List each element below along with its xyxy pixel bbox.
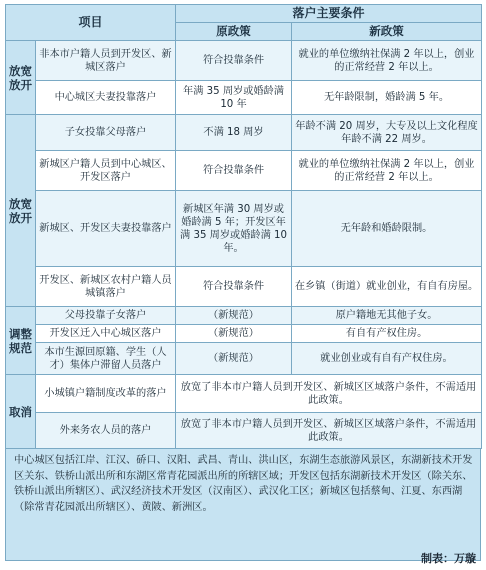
row-item: 小城镇户籍制度改革的落户 (36, 375, 176, 413)
row-new-policy: 无年龄和婚龄限制。 (292, 191, 482, 267)
category-relax-2 (6, 115, 36, 307)
row-new-policy: 原户籍地无其他子女。 (292, 307, 482, 325)
row-item: 新城区户籍人员到中心城区、开发区落户 (36, 151, 176, 191)
row-new-policy: 就业的单位缴纳社保满 2 年以上，创业的正常经营 2 年以上。 (292, 151, 482, 191)
category-adjust (6, 307, 36, 375)
category-cancel (6, 375, 36, 449)
policy-comparison-table (5, 4, 482, 449)
row-old-policy: 不满 18 周岁 (176, 115, 292, 151)
row-old-policy: 符合投靠条件 (176, 267, 292, 307)
header-new-policy: 新政策 (292, 23, 482, 41)
row-old-policy: （新规范） (176, 343, 292, 375)
row-item: 子女投靠父母落户 (36, 115, 176, 151)
row-item: 新城区、开发区夫妻投靠落户 (36, 191, 176, 267)
row-merged-policy: 放宽了非本市户籍人员到开发区、新城区区域落户条件，不需适用此政策。 (176, 413, 482, 449)
row-new-policy: 年龄不满 20 周岁，大专及以上文化程度年龄不满 22 周岁。 (292, 115, 482, 151)
row-new-policy: 有自有产权住房。 (292, 325, 482, 343)
row-new-policy: 就业的单位缴纳社保满 2 年以上，创业的正常经营 2 年以上。 (292, 41, 482, 81)
row-old-policy: 年满 35 周岁或婚龄满 10 年 (176, 81, 292, 115)
row-new-policy: 在乡镇（街道）就业创业，有自有房屋。 (292, 267, 482, 307)
category-relax-1 (6, 41, 36, 115)
row-new-policy: 就业创业或有自有产权住房。 (292, 343, 482, 375)
footnote-text: 中心城区包括江岸、江汉、硚口、汉阳、武昌、青山、洪山区，东湖生态旅游风景区，东湖新技术开发区关东、铁桥山派出所和东湖区常青花园派出所的所辖区域；开发区包括东湖新技术开发区（除关东、铁桥山派出所辖区）、武汉经济技术开发区（汉南区）、武汉化工区；新城区包括蔡甸、江夏、东西湖（除常青花园派出所辖区）、黄陂、新洲区。 (14, 455, 473, 513)
row-merged-policy: 放宽了非本市户籍人员到开发区、新城区区域落户条件，不需适用此政策。 (176, 375, 482, 413)
row-item: 开发区、新城区农村户籍人员城镇落户 (36, 267, 176, 307)
row-new-policy: 无年龄限制，婚龄满 5 年。 (292, 81, 482, 115)
row-old-policy: 符合投靠条件 (176, 41, 292, 81)
header-conditions: 落户主要条件 (176, 5, 482, 23)
footnote-box (5, 449, 481, 561)
category-relax-2-label: 放宽 放开 (9, 196, 32, 225)
policy-table-frame (5, 4, 481, 561)
row-item: 本市生源回原籍、学生（人才）集体户滞留人员落户 (36, 343, 176, 375)
row-item: 中心城区夫妻投靠落户 (36, 81, 176, 115)
row-item: 父母投靠子女落户 (36, 307, 176, 325)
category-cancel-label: 取消 (9, 404, 32, 419)
row-item: 非本市户籍人员到开发区、新城区落户 (36, 41, 176, 81)
row-item: 外来务农人员的落户 (36, 413, 176, 449)
row-old-policy: 符合投靠条件 (176, 151, 292, 191)
header-item: 项目 (6, 5, 176, 41)
row-old-policy: （新规范） (176, 325, 292, 343)
row-old-policy: （新规范） (176, 307, 292, 325)
header-old-policy: 原政策 (176, 23, 292, 41)
credit-text: 制表：万璇 (421, 552, 476, 565)
row-item: 开发区迁入中心城区落户 (36, 325, 176, 343)
category-relax-1-label: 放宽 放开 (9, 63, 32, 92)
row-old-policy: 新城区年满 30 周岁或婚龄满 5 年；开发区年满 35 周岁或婚龄满 10 年。 (176, 191, 292, 267)
category-adjust-label: 调整 规范 (9, 326, 32, 355)
